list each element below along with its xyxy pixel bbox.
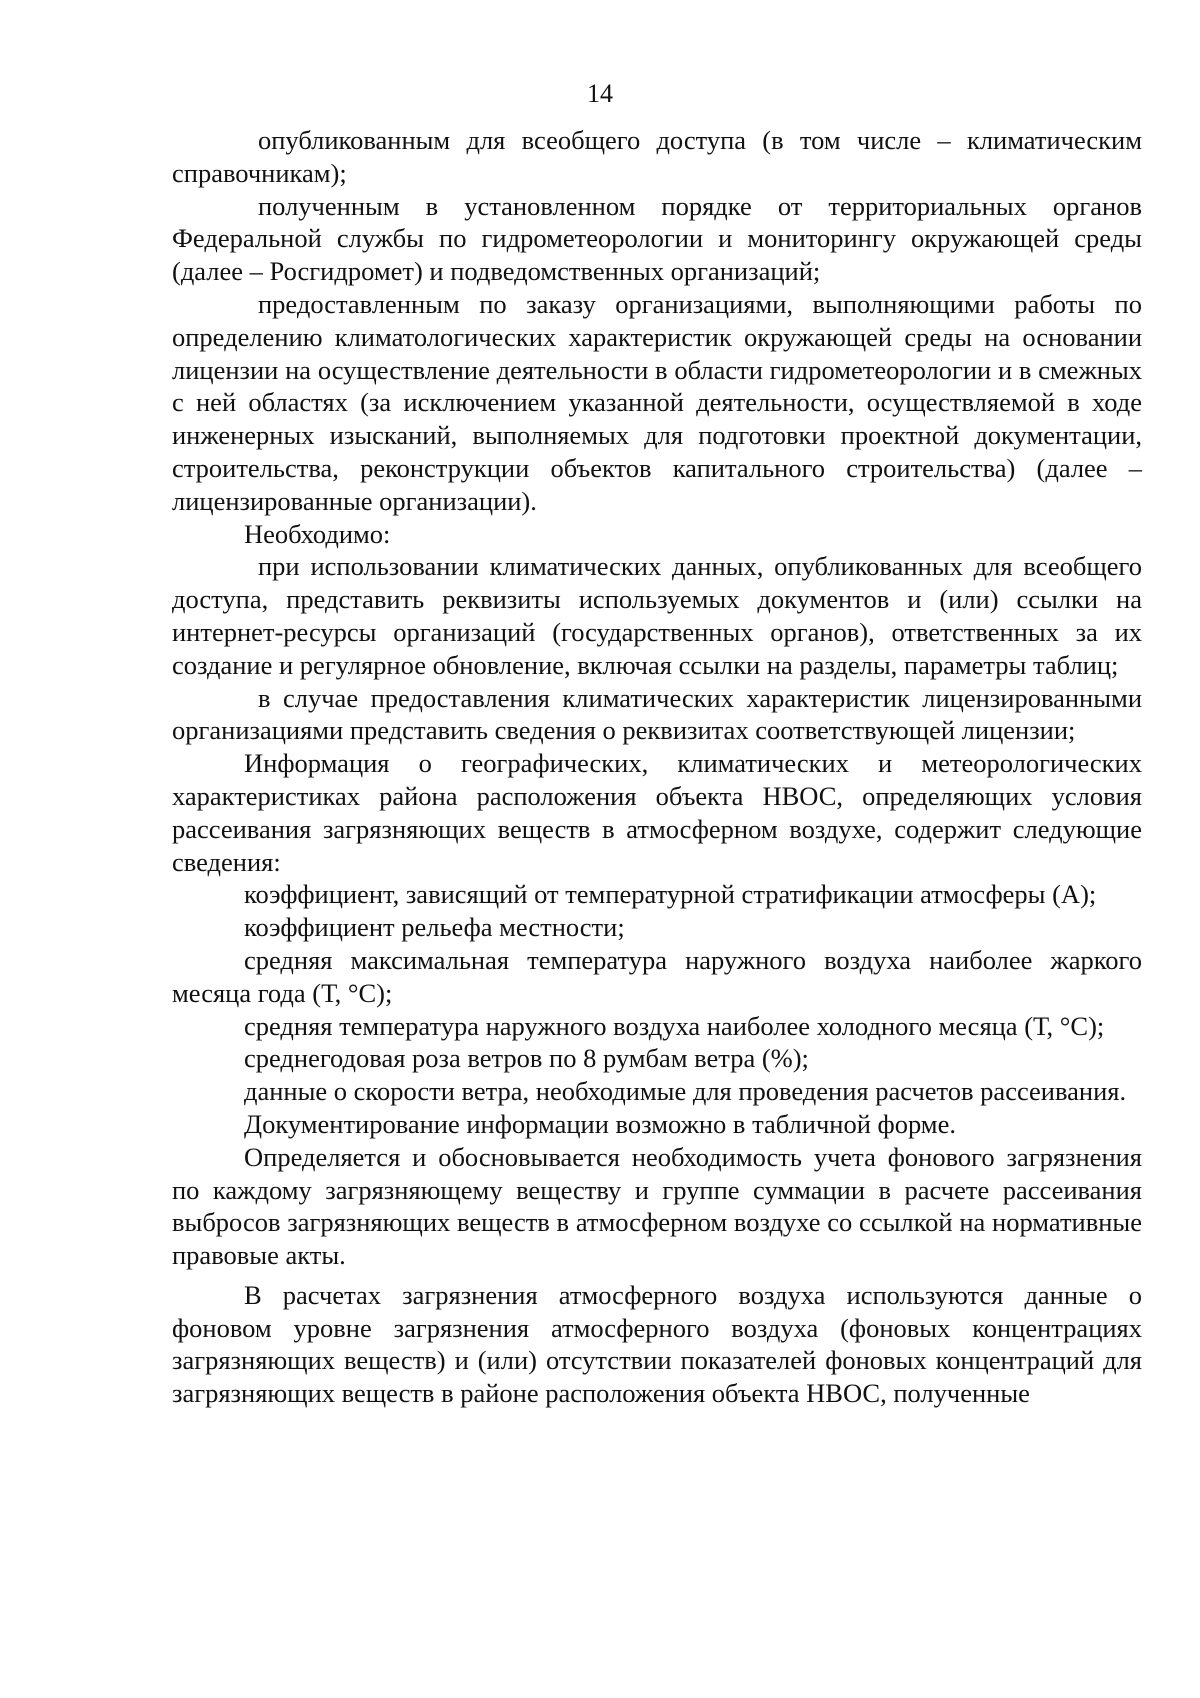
paragraph-tabular-documentation: Документирование информации возможно в табличной форме. (244, 1108, 956, 1139)
list-item-max-temperature: средняя максимальная температура наружного воздуха наиболее жаркого месяца года (Т, °С); (172, 944, 1142, 1008)
list-item-stratification-coefficient: коэффициент, зависящий от температурной стратификации атмосферы (А); (244, 879, 1097, 910)
paragraph-necessary-heading: Необходимо: (244, 518, 391, 549)
list-item-wind-rose: среднегодовая роза ветров по 8 румбам ветра (%); (244, 1043, 809, 1074)
paragraph-published-sources: опубликованным для всеобщего доступа (в том числе – климатическим справочникам); (172, 125, 1142, 188)
list-item-cold-month-temperature: средняя температура наружного воздуха наиболее холодного месяца (Т, °С); (244, 1010, 1105, 1041)
list-item-relief-coefficient: коэффициент рельефа местности; (244, 912, 625, 943)
paragraph-published-data-requirement: при использовании климатических данных, опубликованных для всеобщего доступа, представить реквизиты используемых документов и (или) ссылки на интернет-ресурсы организаций (государственных органов), ответственных за их создание и регулярное обновление, включая ссылки на разделы, параметры таблиц; (172, 551, 1142, 680)
document-body (172, 124, 1142, 1410)
paragraph-background-pollution: Определяется и обосновывается необходимость учета фонового загрязнения по каждому загрязняющему веществу и группе суммации в расчете рассеивания выбросов загрязняющих веществ в атмосферном воздухе со ссылкой на нормативные правовые акты. (172, 1141, 1142, 1271)
paragraph-license-requirement: в случае предоставления климатических характеристик лицензированными организациями представить сведения о реквизитах соответствующей лицензии; (172, 682, 1142, 746)
page-number: 14 (587, 79, 613, 108)
paragraph-licensed-organizations: предоставленным по заказу организациями, выполняющими работы по определению климатологических характеристик окружающей среды на основании лицензии на осуществление деятельности в области гидрометеорологии и в смежных с ней областях (за исключением указанной деятельности, осуществляемой в ходе инженерных изысканий, выполняемых для подготовки проектной документации, строительства, реконструкции объектов капитального строительства) (далее – лицензированные организации). (172, 288, 1142, 516)
paragraph-roshydromet-sources: полученным в установленном порядке от территориальных органов Федеральной службы по гидрометеорологии и мониторингу окружающей среды (далее – Росгидромет) и подведомственных организаций; (172, 190, 1142, 287)
paragraph-climate-information: Информация о географических, климатических и метеорологических характеристиках района расположения объекта НВОС, определяющих условия рассеивания загрязняющих веществ в атмосферном воздухе, содержит следующие сведения: (172, 748, 1142, 877)
list-item-wind-speed: данные о скорости ветра, необходимые для проведения расчетов рассеивания. (244, 1076, 1127, 1107)
paragraph-background-concentrations: В расчетах загрязнения атмосферного воздуха используются данные о фоновом уровне загрязнения атмосферного воздуха (фоновых концентрациях загрязняющих веществ) и (или) отсутствии показателей фоновых концентраций для загрязняющих веществ в районе расположения объекта НВОС, полученные (172, 1279, 1142, 1409)
